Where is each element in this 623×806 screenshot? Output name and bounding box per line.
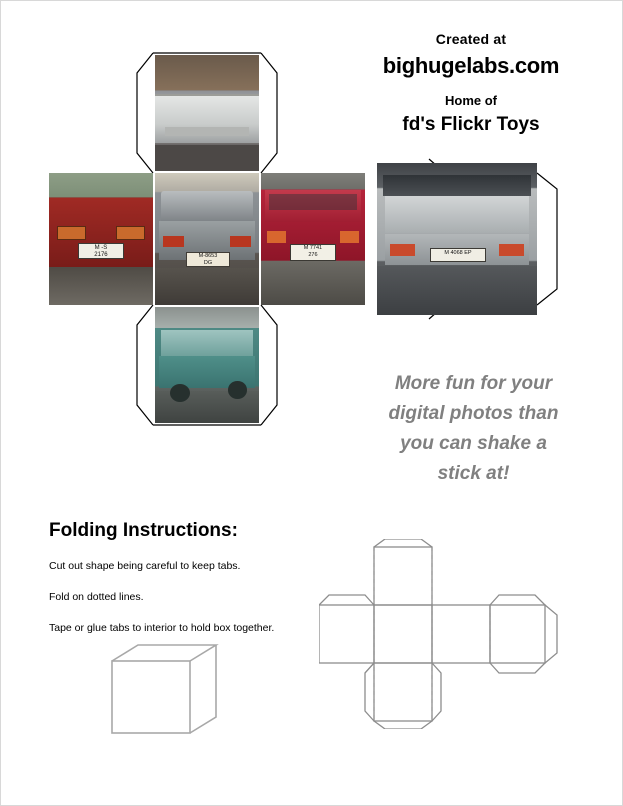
photo-back: M 4068 EP	[377, 163, 537, 315]
brand-title: bighugelabs.com	[382, 53, 560, 78]
instruction-step-2: Fold on dotted lines.	[49, 591, 144, 603]
instruction-step-1: Cut out shape being careful to keep tabs.	[49, 560, 241, 572]
photo-bottom	[155, 307, 259, 423]
photo-top	[155, 55, 259, 171]
tagline-line-2: digital photos than	[388, 403, 559, 424]
net-folding-diagram	[319, 539, 569, 729]
cube-preview-diagram	[106, 641, 236, 741]
tagline	[356, 369, 591, 489]
photo-right: M 7741 276	[261, 173, 365, 305]
tagline-line-4: stick at!	[437, 463, 510, 484]
flickr-toys-title: fd's Flickr Toys	[402, 114, 540, 135]
folding-instructions-title: Folding Instructions:	[49, 520, 238, 541]
tagline-line-1: More fun for your	[394, 373, 553, 394]
instruction-step-3: Tape or glue tabs to interior to hold box together.	[49, 622, 275, 634]
home-of-label: Home of	[445, 93, 497, 108]
tagline-line-3: you can shake a	[400, 433, 547, 454]
created-at-label: Created at	[435, 31, 507, 47]
page-header	[331, 31, 611, 136]
photo-left: M -S 2176	[49, 173, 153, 305]
photo-front: M-8653 DG	[155, 173, 259, 305]
folding-instructions-steps	[49, 559, 319, 652]
